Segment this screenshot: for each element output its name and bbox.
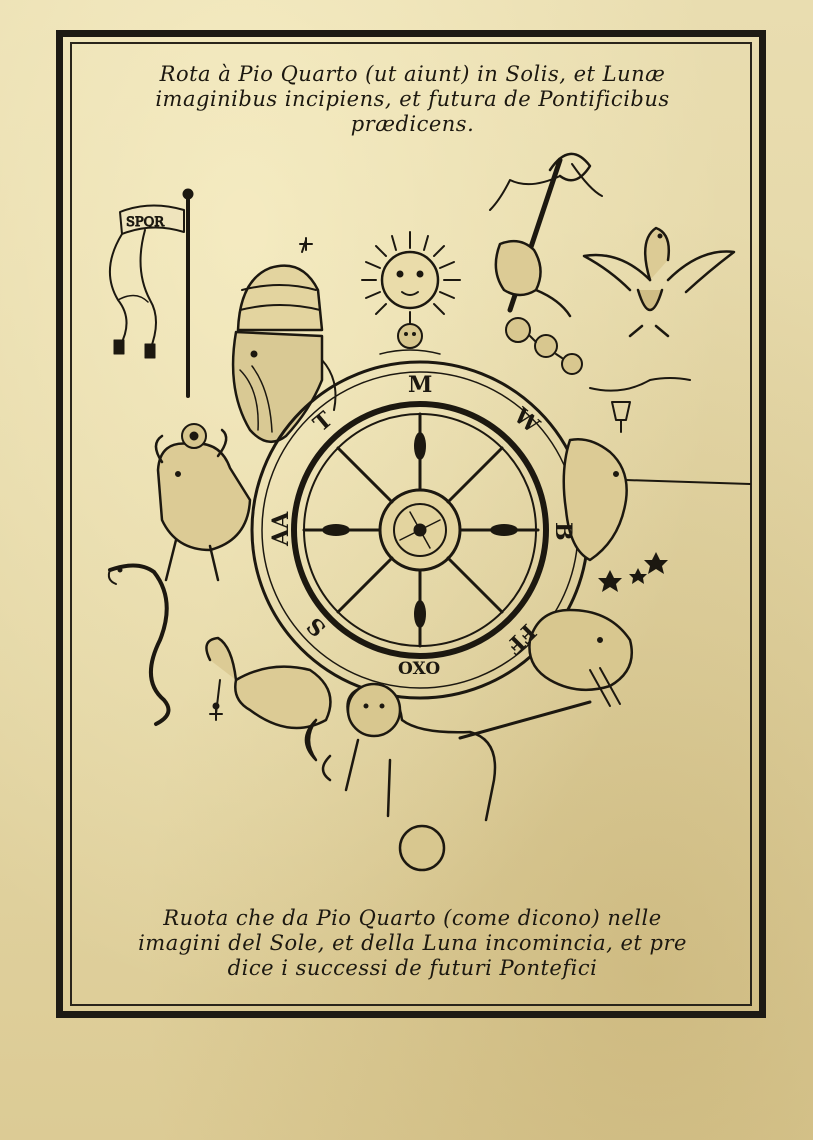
italian-caption-line-3: dice i successi de futuri Pontefici bbox=[227, 955, 598, 980]
spqr-banner bbox=[110, 189, 193, 396]
latin-caption-line-2: imaginibus incipiens, et futura de Pontificibus bbox=[155, 86, 670, 111]
latin-caption-line-1: Rota à Pio Quarto (ut aiunt) in Solis, et Lunæ bbox=[159, 62, 666, 86]
latin-caption bbox=[90, 62, 735, 136]
italian-caption-line-2: imagini del Sole, et della Luna incomincia, et pre bbox=[138, 930, 687, 955]
lion-head-right bbox=[529, 610, 631, 706]
wheel-letter-left: AA bbox=[268, 511, 294, 546]
wheel-letter-right: B bbox=[550, 522, 576, 541]
eagle-emblem bbox=[584, 228, 734, 336]
hand-with-key bbox=[490, 154, 602, 316]
italian-caption bbox=[90, 906, 735, 980]
italian-caption-line-1: Ruota che da Pio Quarto (come dicono) nelle bbox=[163, 906, 662, 930]
wheel-letter-top: M bbox=[408, 372, 433, 398]
wheel-letter-bottom-right: FF bbox=[500, 618, 541, 659]
sun-emblem bbox=[362, 232, 460, 354]
lion-with-globe bbox=[323, 684, 590, 870]
rose-garland bbox=[506, 318, 582, 374]
bird-with-cross bbox=[206, 638, 330, 728]
wheel-letter-top-right: W bbox=[508, 402, 545, 439]
serpent-figure bbox=[109, 565, 169, 724]
wheel-letter-bottom: OXO bbox=[398, 659, 441, 679]
spqr-label: SPQR bbox=[126, 215, 165, 230]
wheel-letter-bottom-left: S bbox=[301, 611, 332, 642]
wheel-engraving bbox=[90, 140, 760, 880]
wheel-letter-top-left: T bbox=[308, 406, 338, 438]
bull-figure bbox=[156, 424, 250, 580]
latin-caption-line-3: prædicens. bbox=[350, 111, 475, 136]
unicorn-with-chalice bbox=[564, 378, 750, 592]
